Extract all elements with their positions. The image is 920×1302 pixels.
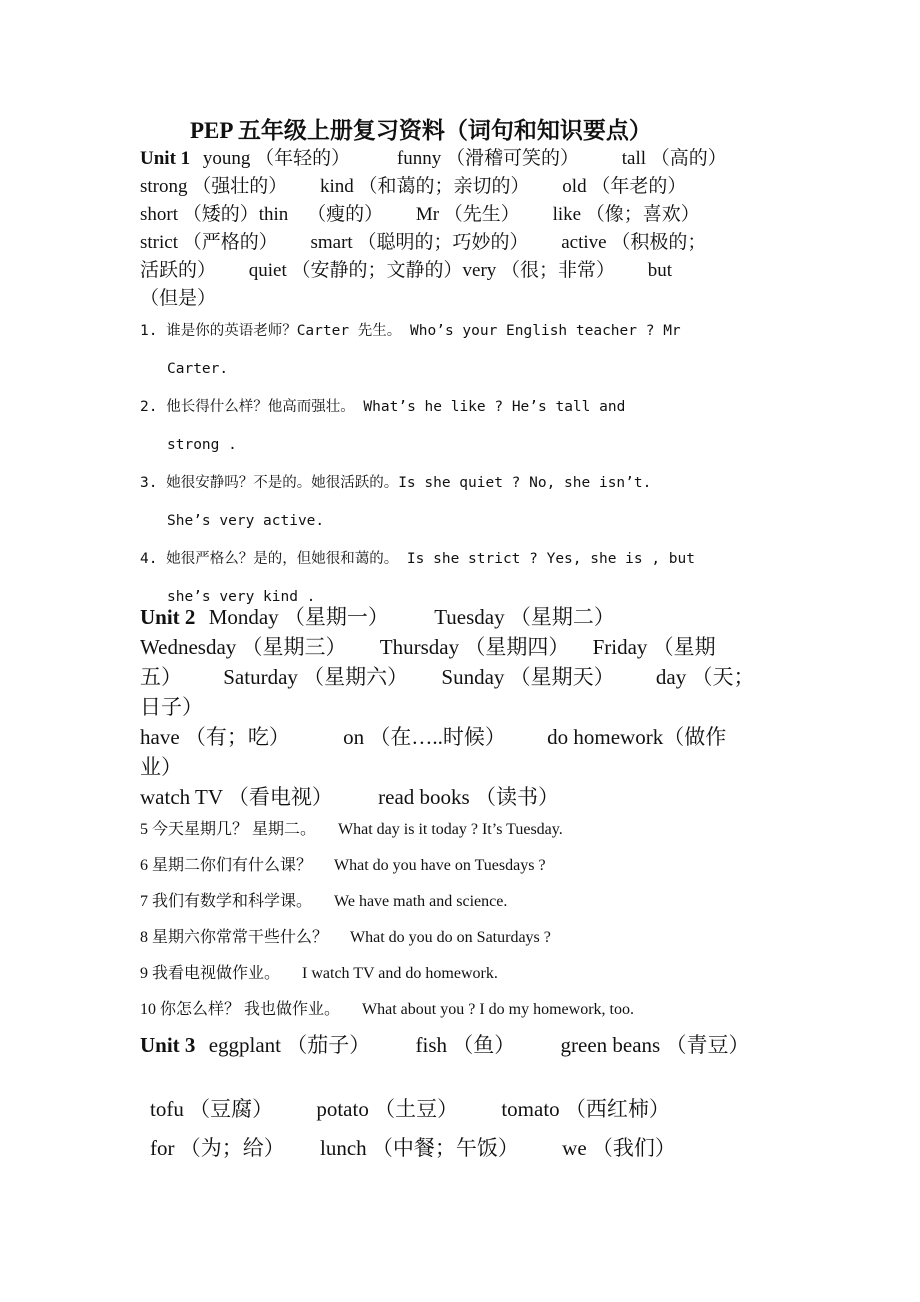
vocab-word: have （有；吃） [140,725,290,749]
vocab-line [140,692,782,722]
sentence-english: We have math and science. [334,893,508,910]
unit1-label: Unit 1 [140,148,191,169]
sentence-continuation: Carter. [167,361,229,377]
sentence-english: I watch TV and do homework. [302,965,498,982]
vocab-word: strict （严格的） [140,232,278,253]
vocab-word: for （为；给） [150,1136,285,1160]
sentence-line: 2. 他长得什么样？他高而强壮。 What’s he like ? He’s tall and [140,399,626,415]
vocab-line [140,722,782,752]
vocab-line [140,285,782,313]
vocab-word: tall （高的） [621,148,727,169]
vocab-line [140,782,782,812]
vocab-word: but [647,260,673,281]
vocab-word: do homework（做作 [547,725,727,749]
sentence-english: What do you have on Tuesdays ? [334,857,546,874]
vocab-line [140,602,782,632]
sentence-continuation: she’s very kind . [167,589,316,605]
vocab-word: on （在…..时候） [343,725,506,749]
vocab-word: fish （鱼） [415,1033,516,1057]
vocab-word: lunch （中餐；午饭） [320,1136,519,1160]
vocab-word: active （积极的； [561,232,707,253]
sentence-line [140,920,790,956]
vocab-line [140,752,782,782]
sentence-chinese: 10 你怎么样？ 我也做作业。 [140,1001,341,1018]
vocab-word: kind （和蔼的；亲切的） [320,176,530,197]
vocab-word: Friday （星期 [592,635,716,659]
vocab-line [140,1030,782,1060]
unit1-sentences [140,312,790,616]
vocab-word: day （天； [655,665,755,689]
unit3-vocabulary [140,1030,782,1060]
sentence-chinese: 6 星期二你们有什么课？ [140,857,313,874]
sentence-chinese: 8 星期六你常常干些什么？ [140,929,329,946]
sentence-chinese: 7 我们有数学和科学课。 [140,893,313,910]
vocab-line [140,229,782,257]
sentence-line [140,884,790,920]
vocab-word: short （矮的）thin [140,204,289,225]
vocab-word: Tuesday （星期二） [434,605,615,629]
vocab-word: 业） [140,755,182,779]
vocab-word: smart （聪明的；巧妙的） [310,232,529,253]
vocab-word: watch TV （看电视） [140,785,333,809]
vocab-word: （瘦的） [307,204,384,225]
vocab-word: eggplant （茄子） [208,1033,371,1057]
vocab-word: funny （滑稽可笑的） [396,148,579,169]
vocab-word: tofu （豆腐） [150,1097,274,1121]
sentence-line [140,956,790,992]
vocab-word: tomato （西红柿） [501,1097,670,1121]
vocab-word: 日子） [140,695,203,719]
sentence-line: 1. 谁是你的英语老师？Carter 先生。 Who’s your English teacher ? Mr [140,323,681,339]
sentence-chinese: 9 我看电视做作业。 [140,965,281,982]
vocab-line [140,201,782,229]
vocab-word: read books （读书） [378,785,559,809]
sentence-line [140,848,790,884]
sentence-continuation: She’s very active. [167,513,325,529]
vocab-line [140,632,782,662]
vocab-word: old （年老的） [562,176,687,197]
vocab-line [140,257,782,285]
vocab-word: 活跃的） [140,260,217,281]
unit3-vocabulary-continued [150,1090,714,1168]
document-title: PEP 五年级上册复习资料（词句和知识要点） [190,118,652,143]
vocab-word: potato （土豆） [316,1097,459,1121]
unit1-vocabulary [140,145,782,313]
vocab-word: Mr （先生） [415,204,520,225]
vocab-word: Monday （星期一） [208,605,389,629]
sentence-continuation: strong . [167,437,237,453]
vocab-line [150,1129,714,1168]
vocab-line [150,1090,714,1129]
vocab-word: like （像；喜欢） [552,204,700,225]
sentence-english: What about you ? I do my homework, too. [362,1001,634,1018]
vocab-line [140,662,782,692]
sentence-english: What day is it today ? It’s Tuesday. [338,821,563,838]
unit2-label: Unit 2 [140,605,196,629]
vocab-word: （但是） [140,288,217,309]
vocab-word: Saturday （星期六） [223,665,409,689]
vocab-word: quiet （安静的；文静的）very （很；非常） [248,260,616,281]
vocab-word: strong （强壮的） [140,176,288,197]
sentence-line [140,992,790,1028]
sentence-line: 4. 她很严格么？是的，但她很和蔼的。 Is she strict ? Yes, she is , but [140,551,695,567]
vocab-word: Sunday （星期天） [441,665,615,689]
vocab-line [140,145,782,173]
sentence-line: 3. 她很安静吗？不是的。她很活跃的。Is she quiet ? No, she isn’t. [140,475,652,491]
vocab-word: Thursday （星期四） [379,635,570,659]
sentence-english: What do you do on Saturdays ? [350,929,551,946]
vocab-word: we （我们） [562,1136,676,1160]
unit2-vocabulary [140,602,782,812]
sentence-line [140,812,790,848]
vocab-word: green beans （青豆） [560,1033,750,1057]
unit2-sentences [140,812,790,1028]
sentence-chinese: 5 今天星期几？ 星期二。 [140,821,317,838]
vocab-line [140,173,782,201]
unit3-label: Unit 3 [140,1033,196,1057]
vocab-word: Wednesday （星期三） [140,635,347,659]
vocab-word: young （年轻的） [202,148,351,169]
vocab-word: 五） [140,665,182,689]
